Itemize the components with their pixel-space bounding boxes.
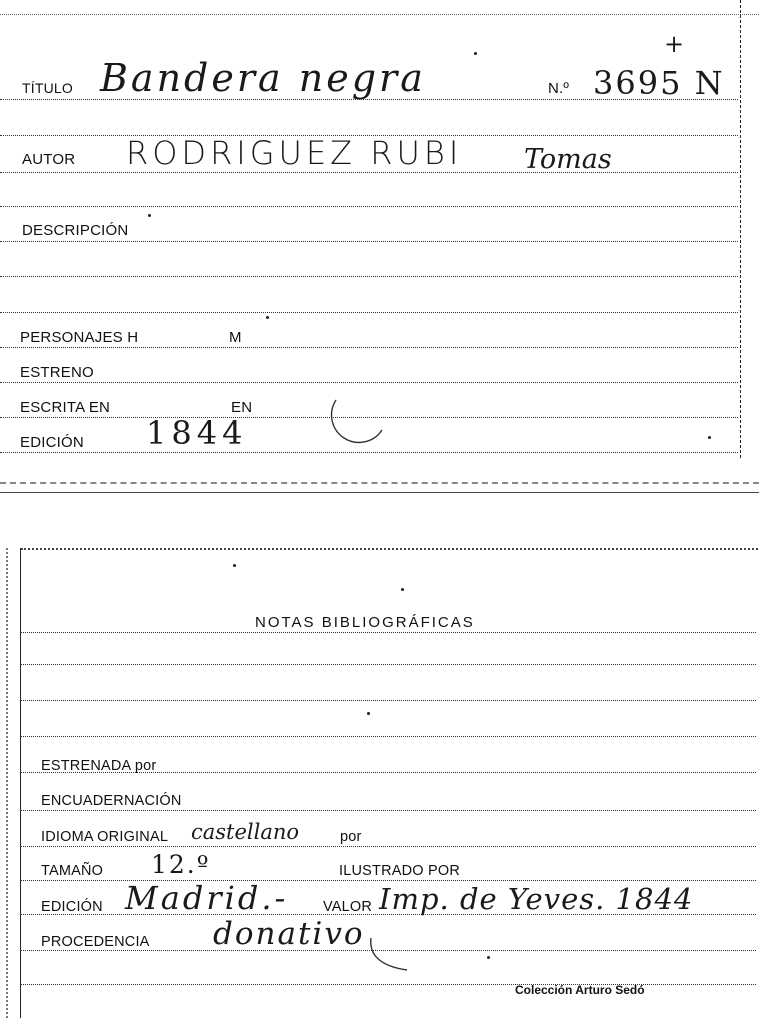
speck: [401, 588, 404, 591]
catalog-card-front: [0, 0, 741, 458]
ruled-line: [0, 452, 738, 453]
notas-heading: NOTAS BIBLIOGRÁFICAS: [255, 614, 475, 631]
edicion-value: 1844: [146, 414, 248, 452]
collection-footer: Colección Arturo Sedó: [515, 983, 645, 997]
speck: [474, 52, 477, 55]
estrenada-label: ESTRENADA por: [41, 758, 157, 774]
edicion-value: Madrid.-: [125, 879, 289, 917]
ruled-line: [0, 382, 738, 383]
personajes-m-label: M: [229, 329, 242, 346]
ruled-line: [0, 276, 738, 277]
autor-label: AUTOR: [22, 151, 76, 168]
ruled-line: [21, 810, 756, 811]
ruled-line: [0, 206, 738, 207]
tamano-label: TAMAÑO: [41, 863, 104, 879]
ruled-line: [21, 846, 756, 847]
idioma-value: castellano: [191, 820, 300, 844]
numero-label: N.º: [548, 80, 570, 97]
descripcion-label: DESCRIPCIÓN: [22, 222, 129, 239]
speck: [487, 956, 490, 959]
valor-label: VALOR: [323, 899, 373, 915]
procedencia-value: donativo: [213, 916, 365, 952]
procedencia-label: PROCEDENCIA: [41, 934, 150, 950]
ruled-line: [0, 347, 738, 348]
edicion-label: EDICIÓN: [20, 434, 84, 451]
ruled-line: [21, 700, 756, 701]
tamano-value: 12.º: [151, 850, 211, 879]
autor-name: Tomas: [524, 144, 612, 175]
card-left-edge: [6, 548, 8, 1018]
ruled-line: [21, 984, 756, 985]
ruled-line: [21, 632, 756, 633]
por-label: por: [340, 829, 362, 845]
autor-surname: RODRIGUEZ RUBI: [126, 134, 463, 172]
punch-hole-mark: [326, 386, 388, 448]
plus-mark: +: [664, 30, 685, 58]
speck: [148, 214, 151, 217]
card-top-edge: [21, 548, 758, 550]
speck: [266, 316, 269, 319]
speck: [367, 712, 370, 715]
card-cut-line: [0, 492, 759, 493]
escrita-en-label: EN: [231, 399, 253, 416]
card-top-edge: [0, 14, 759, 15]
escrita-label: ESCRITA EN: [20, 399, 111, 416]
edicion-label: EDICIÓN: [41, 899, 103, 915]
titulo-label: TÍTULO: [22, 80, 73, 96]
numero-value: 3695 N: [593, 64, 725, 102]
ruled-line: [21, 664, 756, 665]
catalog-card-back: [20, 548, 758, 1018]
ruled-line: [0, 172, 738, 173]
ruled-line: [21, 736, 756, 737]
valor-value: Imp. de Yeves. 1844: [379, 882, 694, 916]
estreno-label: ESTRENO: [20, 364, 94, 381]
card-bottom-edge: [0, 482, 759, 484]
personajes-label: PERSONAJES H: [20, 329, 139, 346]
titulo-value: Bandera negra: [100, 56, 426, 100]
punch-hole-mark: [365, 914, 415, 978]
ruled-line: [0, 241, 738, 242]
idioma-label: IDIOMA ORIGINAL: [41, 829, 169, 845]
encuadernacion-label: ENCUADERNACIÓN: [41, 793, 182, 809]
speck: [233, 564, 236, 567]
ilustrado-label: ILUSTRADO POR: [339, 863, 461, 879]
ruled-line: [0, 312, 738, 313]
speck: [708, 436, 711, 439]
